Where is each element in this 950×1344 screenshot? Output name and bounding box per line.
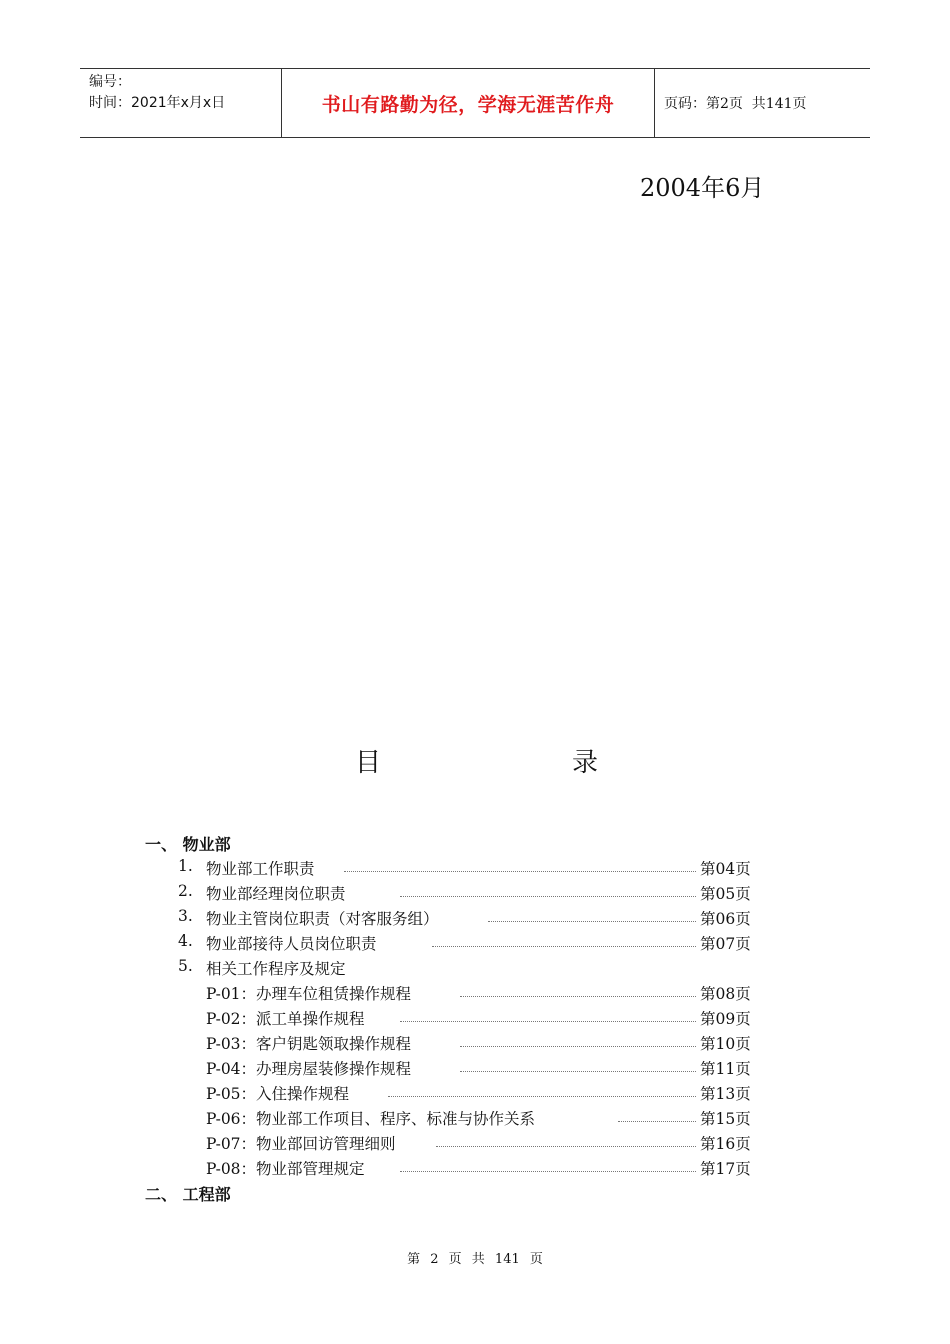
toc-item-number: 4.: [178, 932, 193, 950]
toc-item-page: 第16页: [700, 1135, 751, 1153]
toc-subitem[interactable]: [206, 1032, 778, 1056]
toc-item-text: P-07：物业部回访管理细则: [206, 1135, 396, 1153]
toc-item-text: 相关工作程序及规定: [206, 960, 346, 978]
toc-item-text: P-05：入住操作规程: [206, 1085, 350, 1103]
toc-subitem[interactable]: [206, 1132, 778, 1156]
motto: 书山有路勤为径，学海无涯苦作舟: [321, 93, 615, 116]
toc-subitem[interactable]: [206, 1007, 778, 1031]
toc-item-page: 第11页: [700, 1060, 751, 1078]
number-label: 编号：: [89, 74, 131, 90]
toc-leader: [460, 1046, 696, 1047]
toc-item[interactable]: [178, 857, 778, 881]
toc-item-page: 第09页: [700, 1010, 751, 1028]
toc-leader: [460, 996, 696, 997]
toc-section: 二、 工程部: [145, 1185, 231, 1204]
toc-subitem[interactable]: [206, 1057, 778, 1081]
toc-item[interactable]: [178, 932, 778, 956]
toc-subitem[interactable]: [206, 1157, 778, 1181]
toc-item-page: 第13页: [700, 1085, 751, 1103]
toc-item-text: 物业部接待人员岗位职责: [206, 935, 377, 953]
toc-item-text: P-08：物业部管理规定: [206, 1160, 365, 1178]
toc-leader: [400, 896, 696, 897]
document-date: 2004年6月: [640, 174, 765, 202]
toc-item-text: P-03：客户钥匙领取操作规程: [206, 1035, 412, 1053]
toc-item-page: 第07页: [700, 935, 751, 953]
toc-leader: [618, 1121, 696, 1122]
toc-item-page: 第15页: [700, 1110, 751, 1128]
toc-item-page: 第04页: [700, 860, 751, 878]
toc-item-number: 5.: [178, 957, 193, 975]
toc-item-text: P-04：办理房屋装修操作规程: [206, 1060, 412, 1078]
toc-item-page: 第06页: [700, 910, 751, 928]
page-label: 页码：第2页 共141页: [664, 96, 807, 112]
toc-section: 一、 物业部: [145, 835, 231, 854]
header-middle-cell: [282, 69, 655, 137]
toc-item-page: 第10页: [700, 1035, 751, 1053]
toc-subitem[interactable]: [206, 1107, 778, 1131]
toc-item-text: P-06：物业部工作项目、程序、标准与协作关系: [206, 1110, 536, 1128]
toc-leader: [344, 871, 696, 872]
toc-item-page: 第05页: [700, 885, 751, 903]
header-table: [80, 68, 870, 138]
toc-item[interactable]: [178, 882, 778, 906]
toc-leader: [388, 1096, 696, 1097]
toc-item-text: P-01：办理车位租赁操作规程: [206, 985, 412, 1003]
toc-item-page: 第17页: [700, 1160, 751, 1178]
toc-subitem[interactable]: [206, 982, 778, 1006]
toc-leader: [460, 1071, 696, 1072]
toc-title-right: 录: [572, 748, 599, 778]
toc-item-number: 1.: [178, 857, 193, 875]
header-left-cell: [80, 69, 282, 137]
header-right-cell: [655, 69, 870, 137]
toc-item[interactable]: [178, 907, 778, 931]
toc-item-number: 3.: [178, 907, 193, 925]
toc-item-text: 物业部工作职责: [206, 860, 315, 878]
toc-leader: [400, 1021, 696, 1022]
toc-item-text: 物业主管岗位职责（对客服务组）: [206, 910, 439, 928]
toc-subitem[interactable]: [206, 1082, 778, 1106]
toc-item-page: 第08页: [700, 985, 751, 1003]
page-footer: 第 2 页 共 141 页: [407, 1252, 543, 1267]
time-label: 时间：2021年x月x日: [89, 95, 226, 111]
toc-item-text: P-02：派工单操作规程: [206, 1010, 365, 1028]
toc-item-number: 2.: [178, 882, 193, 900]
toc-leader: [436, 1146, 696, 1147]
toc-leader: [432, 946, 696, 947]
toc-item-text: 物业部经理岗位职责: [206, 885, 346, 903]
toc-title-left: 目: [355, 748, 382, 778]
toc-item[interactable]: [178, 957, 778, 981]
toc-leader: [400, 1171, 696, 1172]
toc-leader: [488, 921, 696, 922]
